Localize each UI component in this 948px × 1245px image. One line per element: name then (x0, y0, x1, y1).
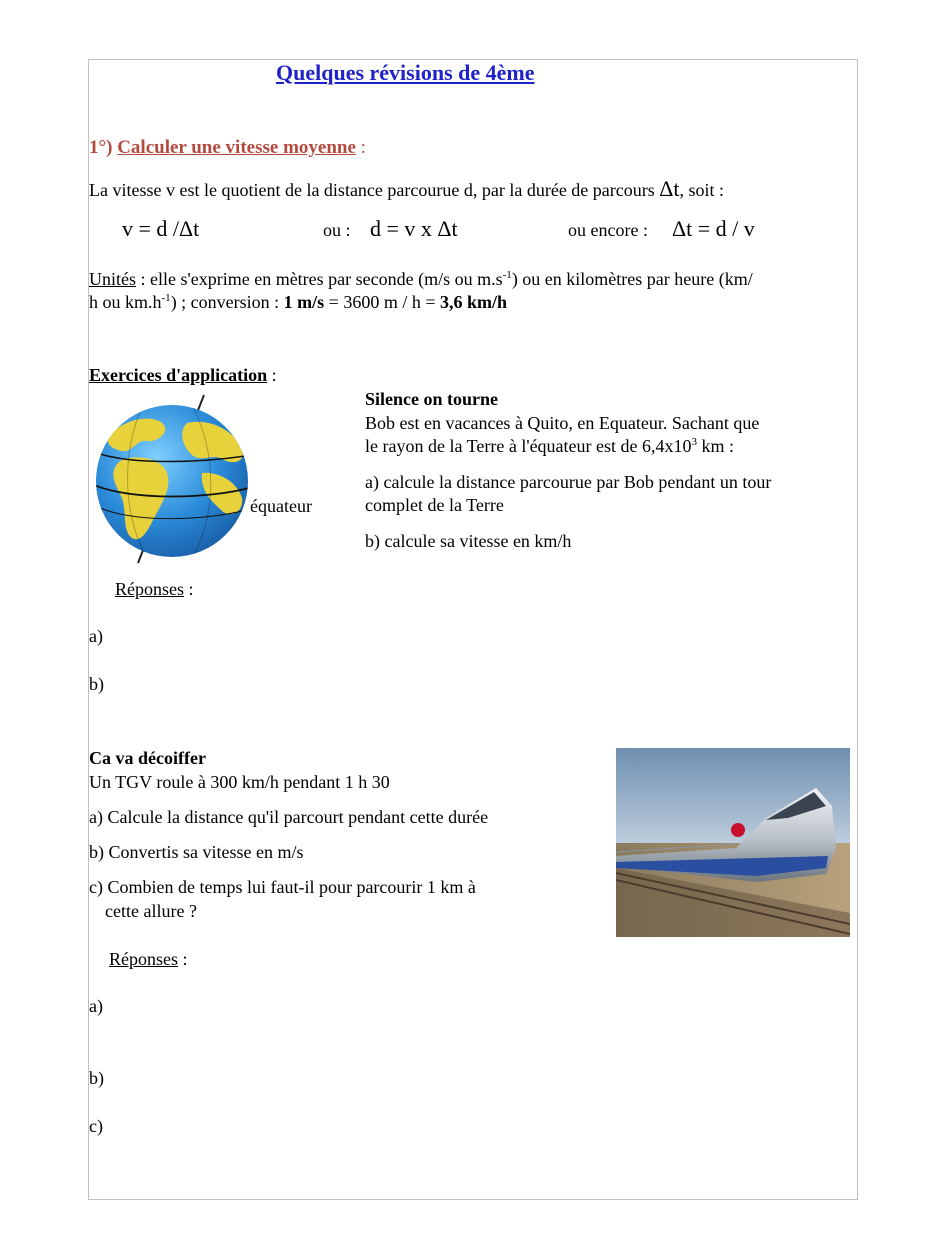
exercise-2-question-a: a) Calcule la distance qu'il parcourt pendant cette durée (89, 807, 489, 827)
formula-or-label: ou : (323, 220, 351, 240)
exercise-1-answer-a: a) (89, 626, 103, 646)
formula-distance: d = v x Δt (370, 216, 458, 241)
delta-t-symbol: Δt (659, 176, 680, 201)
page-title: Quelques révisions de 4ème (276, 60, 535, 85)
exercise-1-answers-label: Réponses : (115, 579, 194, 599)
units-line-2: h ou $km.h^{-1}$) ; conversion : 1 m/s = 3600 m / h = 3,6 km/h (89, 292, 508, 312)
exercise-1-title: Silence on tourne (365, 389, 498, 409)
exercise-2-line-1: Un TGV roule à 300 km/h pendant 1 h 30 (89, 772, 390, 792)
units-line-1: Unités : elle s'exprime en mètres par seconde (m/s ou $m.s^{-1}$) ou en kilomètres par heure (km/ (89, 269, 753, 289)
section-number: 1°) (89, 137, 113, 158)
units-label: Unités (89, 269, 136, 289)
exercise-2-question-c-line-2: cette allure ? (105, 901, 197, 921)
exercise-1-question-a-line-2: complet de la Terre (365, 495, 504, 515)
section-colon: : (360, 137, 366, 158)
exercises-heading: Exercices d'application : (89, 365, 277, 385)
tgv-train-image (616, 748, 850, 937)
exercise-2-answer-b: b) (89, 1068, 104, 1088)
globe-illustration (92, 393, 252, 565)
exercise-1-line-1: Bob est en vacances à Quito, en Equateur. Sachant que (365, 413, 760, 433)
exercise-1-question-b: b) calcule sa vitesse en km/h (365, 531, 572, 551)
section-heading (89, 137, 366, 159)
globe-equator-label: équateur (250, 496, 312, 516)
exercise-1-line-2: le rayon de la Terre à l'équateur est de $6,4x10^3$ km : (365, 436, 735, 456)
globe-image (92, 393, 252, 565)
formula-or-else-label: ou encore : (568, 220, 648, 240)
exercise-2-answers-label: Réponses : (109, 949, 188, 969)
exercise-2-question-b: b) Convertis sa vitesse en m/s (89, 842, 304, 862)
exercise-2-title: Ca va décoiffer (89, 748, 206, 768)
exercise-2-answer-a: a) (89, 996, 103, 1016)
formula-speed: v = d /Δt (122, 216, 200, 241)
exercise-2-question-c-line-1: c) Combien de temps lui faut-il pour parcourir 1 km à (89, 877, 476, 897)
tgv-illustration (616, 748, 850, 937)
exercise-2-answer-c: c) (89, 1116, 103, 1136)
exercise-1-question-a-line-1: a) calcule la distance parcourue par Bob pendant un tour (365, 472, 772, 492)
formula-duration: Δt = d / v (672, 216, 755, 241)
intro-text: La vitesse v est le quotient de la distance parcourue d, par la durée de parcours Δt, soit : (89, 176, 725, 201)
section-title: Calculer une vitesse moyenne (117, 137, 356, 158)
exercise-1-answer-b: b) (89, 674, 104, 694)
